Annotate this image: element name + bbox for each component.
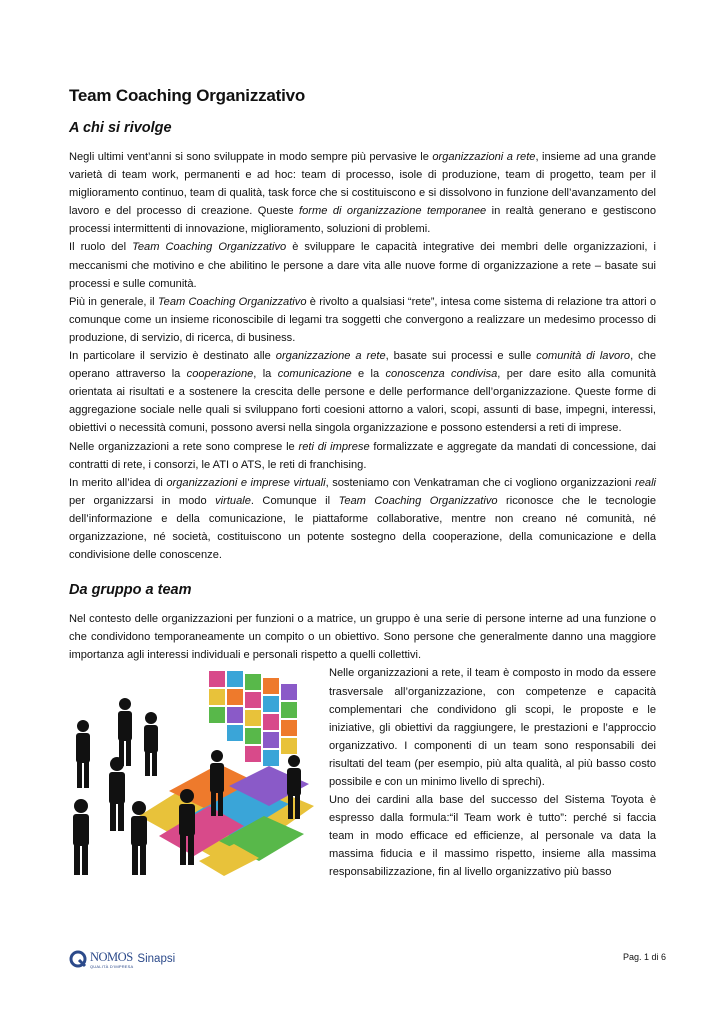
- logo-nomos-text: NOMOS: [90, 950, 133, 964]
- paragraph: Nelle organizzazioni a rete, il team è composto in modo da essere trasversale all’organizzazione, con competenze e capacità complementari che condividono gli scopi, le proposte e le iniziative, gli obiettivi da raggiungere, le prestazioni e l’approccio organizzativo. I componenti di un team sono responsabili dei risultati del team (per esempio, più alta qualità, al più basso costo possibile e con un minimo livello di sprechi).: [329, 667, 656, 788]
- section-heading-da-gruppo-a-team: Da gruppo a team: [69, 582, 192, 599]
- section-heading-a-chi-si-rivolge: A chi si rivolge: [69, 120, 172, 136]
- page-footer: [69, 949, 666, 971]
- business-people-puzzle-image: [69, 666, 314, 884]
- page-content: [69, 86, 656, 884]
- logo-subtitle: QUALITÀ D’IMPRESA: [90, 964, 134, 969]
- paragraph: In particolare il servizio è destinato alle organizzazione a rete, basate sui processi e sulle comunità di lavoro, che operano attraverso la cooperazione, la comunicazione e la conoscenza condivisa, per dare esito alla comunità orientata ai risultati e a sostenere la crescita delle persone e delle performance dell’organizzazione. Queste forme di aggregazione sociale nelle quali si sviluppano forti coesioni attorno a valori, scopi, assunti di base, impegni, interessi, obiettivi o necessità comuni, possono aversi nella singola organizzazione e possono estendersi a reti di imprese.: [69, 350, 656, 435]
- paragraph: Il ruolo del Team Coaching Organizzativo è sviluppare le capacità integrative dei membri delle organizzazioni, i meccanismi che motivino e che abilitino le persone a dare vita alle nuove forme di organizzazione a rete – basate sui processi e sulle comunità.: [69, 241, 656, 290]
- paragraph: Nelle organizzazioni a rete sono comprese le reti di imprese formalizzate e aggregate da mandati di concessione, dai contratti di rete, i consorzi, le ATI o ATS, le reti di franchising.: [69, 440, 656, 471]
- paragraph: Negli ultimi vent’anni si sono sviluppate in modo sempre più pervasive le organizzazioni a rete, insieme ad una grande varietà di team work, permanenti e ad hoc: team di processo, isole di produzione, team di progetto, team per il miglioramento continuo, team di qualità, task force che si costituiscono e si dissolvono in funzione dell’avanzamento del lavoro e del processo di creazione. Queste forme di organizzazione temporanee in realtà generano e gestiscono processi intermittenti di innovazione, miglioramento, soluzioni di problemi.: [69, 151, 657, 236]
- paragraph: Più in generale, il Team Coaching Organizzativo è rivolto a qualsiasi “rete”, intesa come sistema di relazione tra attori o comunque come un insieme riconoscibile di legami tra soggetti che convergono a realizzare un medesimo processo di produzione, di servizio, di ricerca, di business.: [69, 295, 657, 344]
- paragraph: In merito all’idea di organizzazioni e imprese virtuali, sosteniamo con Venkatraman che ci vogliono organizzazioni reali per organizzarsi in modo virtuale. Comunque il Team Coaching Organizzativo riconosce che le tecnologie dell’informazione e della comunicazione, le piattaforme collaborative, mentre non creano né comunità, né organizzazione, né società, costituiscono un potente sostegno della cooperazione, della comunicazione e della condivisione delle conoscenze.: [69, 476, 657, 562]
- nomos-logo-icon: [69, 950, 87, 968]
- spacer: [69, 564, 656, 582]
- document-title: Team Coaching Organizzativo: [69, 86, 306, 105]
- logo-wordmark: [90, 949, 133, 969]
- paragraph: Uno dei cardini alla base del successo del Sistema Toyota è espresso dalla formula:“il Team work è tutto”: perché si faccia team in modo efficace ed efficienze, al personale va data la massima fiducia e il massimo rispetto, insieme alla massima responsabilizzazione, fin al livello organizzativo più basso: [329, 794, 656, 879]
- image-text-block: [69, 664, 656, 881]
- nomos-logo: [69, 949, 175, 969]
- page-number: Pag. 1 di 6: [622, 952, 666, 962]
- logo-sinapsi-text: Sinapsi: [137, 953, 176, 965]
- paragraph: Nel contesto delle organizzazioni per funzioni o a matrice, un gruppo è una serie di persone interne ad una funzione o che condividono temporaneamente un compito o un obiettivo. Sono persone che generalmente danno una maggiore importanza agli interessi individuali e personali rispetto a quelli collettivi.: [69, 613, 656, 662]
- puzzle-wall: [209, 671, 297, 766]
